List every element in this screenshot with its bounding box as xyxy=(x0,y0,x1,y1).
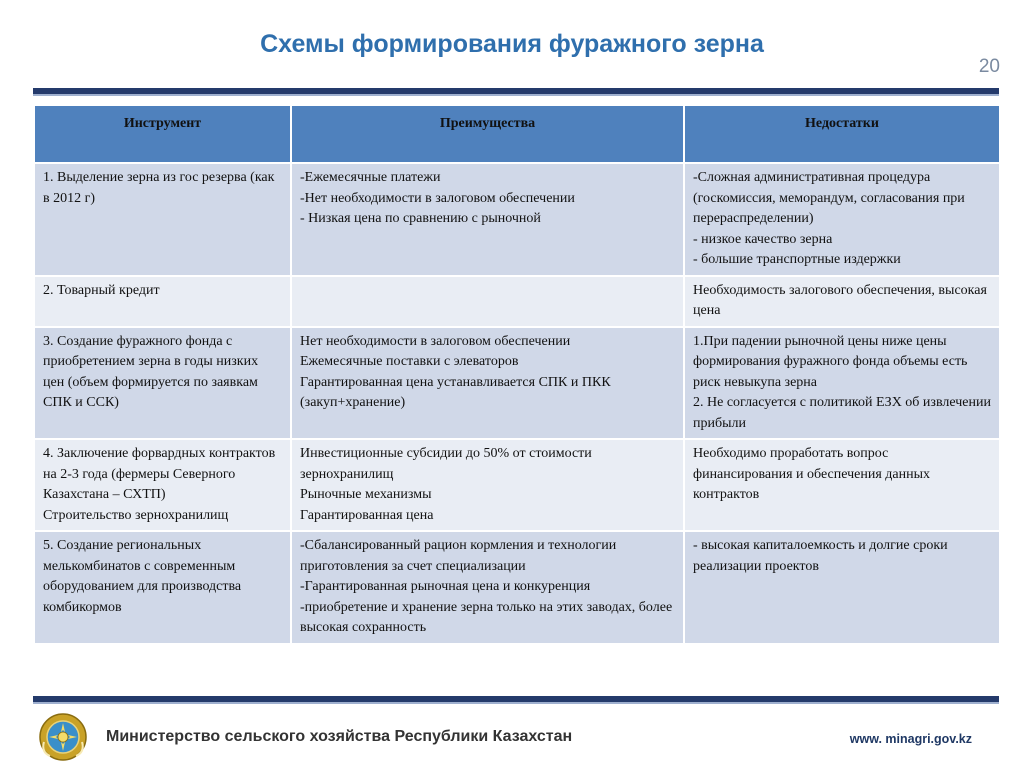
cell-line: - низкое качество зерна xyxy=(693,231,833,247)
cell-advantages xyxy=(291,163,684,276)
ministry-url-link[interactable]: www. minagri.gov.kz xyxy=(849,732,972,746)
table-header-row xyxy=(34,105,1000,163)
cell-instrument xyxy=(34,327,291,440)
cell-line: 1.При падении рыночной цены ниже цены формирования фуражного фонда объемы есть риск невыкупа зерна xyxy=(693,333,971,390)
table-body xyxy=(34,163,1000,644)
cell-line: Гарантированная цена устанавливается СПК и ПКК (закуп+хранение) xyxy=(300,374,615,410)
ministry-name: Министерство сельского хозяйства Республики Казахстан xyxy=(106,728,573,745)
column-header-instrument: Инструмент xyxy=(34,105,291,163)
cell-line: 5. Создание региональных мелькомбинатов с современным оборудованием для производства комбикормов xyxy=(43,538,245,615)
cell-line: Строительство зернохранилищ xyxy=(43,507,229,523)
cell-disadvantages xyxy=(684,327,1000,440)
cell-line: 3. Создание фуражного фонда с приобретением зерна в годы низких цен (объем формируется по заявкам СПК и ССК) xyxy=(43,333,262,410)
table-row xyxy=(34,276,1000,327)
cell-line: Необходимо проработать вопрос финансирования и обеспечения данных контрактов xyxy=(693,446,934,502)
cell-instrument xyxy=(34,163,291,276)
table-row xyxy=(34,327,1000,440)
column-header-disadvantages: Недостатки xyxy=(684,105,1000,163)
cell-disadvantages xyxy=(684,531,1000,644)
cell-line: Рыночные механизмы xyxy=(300,487,432,502)
cell-instrument xyxy=(34,276,291,327)
cell-advantages xyxy=(291,276,684,327)
cell-instrument xyxy=(34,531,291,644)
bottom-divider xyxy=(33,696,999,702)
cell-line: -Нет необходимости в залоговом обеспечении xyxy=(300,190,575,206)
cell-advantages xyxy=(291,531,684,644)
table-row xyxy=(34,531,1000,644)
cell-line: - высокая капиталоемкость и долгие сроки реализации проектов xyxy=(693,538,952,574)
cell-line: -Сложная административная процедура (госкомиссия, меморандум, согласования при перераспределении) xyxy=(693,170,969,226)
cell-advantages xyxy=(291,327,684,440)
column-header-advantages: Преимущества xyxy=(291,105,684,163)
cell-line: 4. Заключение форвардных контрактов на 2-3 года (фермеры Северного Казахстана – СХТП) xyxy=(43,446,279,502)
cell-line: Инвестиционные субсидии до 50% от стоимости зернохранилищ xyxy=(300,446,596,482)
cell-line: 2. Не согласуется с политикой ЕЗХ об извлечении прибыли xyxy=(693,395,995,431)
cell-line: 1. Выделение зерна из гос резерва (как в 2012 г) xyxy=(43,170,278,206)
cell-line: 2. Товарный кредит xyxy=(43,282,160,298)
slide-title: Схемы формирования фуражного зерна xyxy=(260,30,764,58)
cell-disadvantages xyxy=(684,163,1000,276)
cell-line: Гарантированная цена xyxy=(300,507,434,523)
cell-line: -Сбалансированный рацион кормления и технологии приготовления за счет специализации xyxy=(300,538,620,574)
cell-line: -Ежемесячные платежи xyxy=(300,170,441,185)
cell-instrument xyxy=(34,439,291,531)
cell-line: - большие транспортные издержки xyxy=(693,252,901,267)
cell-disadvantages xyxy=(684,439,1000,531)
cell-line: -Гарантированная рыночная цена и конкуренция xyxy=(300,579,591,594)
page-number: 20 xyxy=(978,56,1000,77)
schemes-table xyxy=(33,104,1001,645)
top-divider xyxy=(33,88,999,94)
kazakhstan-emblem-icon xyxy=(38,712,88,762)
cell-advantages xyxy=(291,439,684,531)
cell-line: Ежемесячные поставки с элеваторов xyxy=(300,354,519,369)
table-row xyxy=(34,439,1000,531)
cell-line: Нет необходимости в залоговом обеспечении xyxy=(300,333,571,349)
cell-disadvantages xyxy=(684,276,1000,327)
cell-line: - Низкая цена по сравнению с рыночной xyxy=(300,211,541,226)
cell-line: Необходимость залогового обеспечения, высокая цена xyxy=(693,282,991,318)
table-row xyxy=(34,163,1000,276)
cell-line: -приобретение и хранение зерна только на этих заводах, более высокая сохранность xyxy=(300,599,676,635)
